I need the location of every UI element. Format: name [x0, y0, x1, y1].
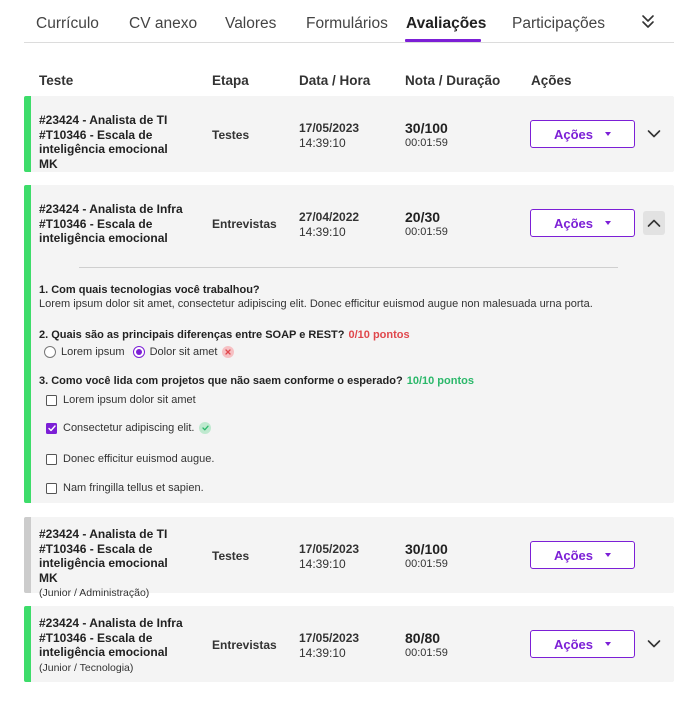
tab-valores[interactable]: Valores: [225, 15, 277, 32]
checkbox-option[interactable]: [46, 453, 214, 465]
status-bar: [24, 96, 31, 172]
chevron-down-icon[interactable]: [643, 122, 665, 146]
points-badge: 10/10 pontos: [406, 375, 474, 387]
tab-avaliacoes[interactable]: Avaliações: [406, 15, 487, 32]
incorrect-icon: [222, 346, 234, 358]
score: 30/100: [405, 120, 448, 136]
datetime: [299, 210, 359, 240]
test-title: #T10346 - Escala de inteligência emocional: [39, 216, 168, 245]
header-actions: Ações: [531, 73, 572, 88]
duration: 00:01:59: [405, 647, 448, 659]
caret-down-icon: [605, 642, 611, 646]
checkbox-option[interactable]: [46, 394, 196, 406]
checkbox[interactable]: [46, 483, 57, 494]
header-datetime: Data / Hora: [299, 73, 371, 88]
chevron-up-icon[interactable]: [643, 211, 665, 235]
actions-button[interactable]: [530, 541, 635, 569]
tab-curriculo[interactable]: Currículo: [36, 15, 99, 32]
radio-button[interactable]: [44, 346, 56, 358]
test-title: #T10346 - Escala de inteligência emocional: [39, 630, 168, 659]
test-title: #T10346 - Escala de inteligência emocional MK: [39, 127, 168, 171]
duration: 00:01:59: [405, 137, 448, 149]
actions-button[interactable]: [530, 120, 635, 148]
date: 17/05/2023: [299, 631, 360, 645]
job-title: #23424 - Analista de TI: [39, 113, 168, 127]
duration: 00:01:59: [405, 226, 448, 238]
job-meta: (Junior / Administração): [39, 587, 150, 599]
chevron-down-icon[interactable]: [643, 632, 665, 656]
radio-label: Dolor sit amet: [149, 346, 218, 358]
test-name: [39, 616, 189, 675]
checkbox[interactable]: [46, 454, 57, 465]
score: 80/80: [405, 630, 441, 646]
time: 14:39:10: [299, 136, 346, 150]
score: 20/30: [405, 209, 441, 225]
assessment-row: [24, 517, 674, 599]
checkbox[interactable]: [46, 395, 57, 406]
grade: [405, 631, 448, 661]
test-name: [39, 527, 189, 601]
grade: [405, 542, 448, 572]
tab-participacoes[interactable]: Participações: [512, 15, 606, 32]
radio-option[interactable]: [44, 346, 125, 358]
assessment-row: [24, 606, 674, 682]
question-title: 1. Com quais tecnologias você trabalhou?: [39, 284, 260, 296]
radio-option[interactable]: [133, 346, 235, 358]
score: 30/100: [405, 541, 448, 557]
test-name: [39, 202, 189, 246]
question-text: 2. Quais são as principais diferenças entre SOAP e REST?: [39, 329, 345, 341]
status-bar: [24, 606, 31, 682]
tab-bar: [24, 0, 674, 43]
checkbox-label: Donec efficitur euismod augue.: [63, 453, 215, 465]
actions-button[interactable]: [530, 630, 635, 658]
tab-formularios[interactable]: Formulários: [306, 15, 388, 32]
datetime: [299, 121, 359, 151]
caret-down-icon: [605, 132, 611, 136]
date: 17/05/2023: [299, 121, 360, 135]
check-icon: [199, 422, 211, 434]
actions-button[interactable]: [530, 209, 635, 237]
double-chevron-down-icon[interactable]: [638, 12, 658, 32]
header-test: Teste: [39, 73, 74, 88]
grade: [405, 121, 448, 151]
time: 14:39:10: [299, 646, 346, 660]
actions-label: Ações: [553, 126, 594, 142]
job-title: #23424 - Analista de Infra: [39, 616, 183, 630]
actions-label: Ações: [553, 547, 594, 563]
radio-label: Lorem ipsum: [61, 346, 125, 358]
stage: Entrevistas: [212, 217, 277, 231]
time: 14:39:10: [299, 225, 346, 239]
job-title: #23424 - Analista de TI: [39, 527, 168, 541]
question-text: 3. Como você lida com projetos que não saem conforme o esperado?: [39, 375, 403, 387]
checkbox-option[interactable]: [46, 422, 211, 434]
status-bar: [24, 517, 31, 593]
grade: [405, 210, 448, 240]
active-tab-indicator: [405, 39, 481, 42]
checkbox-label: Consectetur adipiscing elit.: [63, 422, 195, 434]
divider: [79, 267, 618, 268]
checkbox-label: Nam fringilla tellus et sapien.: [63, 482, 204, 494]
question-title: [39, 329, 410, 341]
caret-down-icon: [605, 221, 611, 225]
test-name: [39, 113, 189, 171]
checkbox-label: Lorem ipsum dolor sit amet: [63, 394, 196, 406]
stage: Testes: [212, 549, 250, 563]
points-badge: 0/10 pontos: [348, 329, 410, 341]
question-title: [39, 375, 474, 387]
tab-cv-anexo[interactable]: CV anexo: [129, 15, 198, 32]
radio-button-selected[interactable]: [133, 346, 145, 358]
duration: 00:01:59: [405, 558, 448, 570]
actions-label: Ações: [553, 215, 594, 231]
status-bar: [24, 185, 31, 503]
datetime: [299, 542, 359, 572]
question-answer: Lorem ipsum dolor sit amet, consectetur adipiscing elit. Donec efficitur euismod augue non malesuada urna porta.: [39, 298, 593, 310]
date: 17/05/2023: [299, 542, 360, 556]
radio-group: [44, 346, 242, 358]
caret-down-icon: [605, 553, 611, 557]
datetime: [299, 631, 359, 661]
header-stage: Etapa: [212, 73, 249, 88]
header-grade: Nota / Duração: [405, 73, 501, 88]
time: 14:39:10: [299, 557, 346, 571]
date: 27/04/2022: [299, 210, 360, 224]
job-title: #23424 - Analista de Infra: [39, 202, 183, 216]
checkbox-checked[interactable]: [46, 423, 57, 434]
assessment-row: [24, 96, 674, 172]
job-meta: (Junior / Tecnologia): [39, 661, 134, 674]
actions-label: Ações: [553, 636, 594, 652]
stage: Entrevistas: [212, 638, 277, 652]
test-title: #T10346 - Escala de inteligência emocional MK: [39, 541, 168, 585]
stage: Testes: [212, 128, 250, 142]
assessment-row-expanded: [24, 185, 674, 503]
checkbox-option[interactable]: [46, 482, 204, 494]
